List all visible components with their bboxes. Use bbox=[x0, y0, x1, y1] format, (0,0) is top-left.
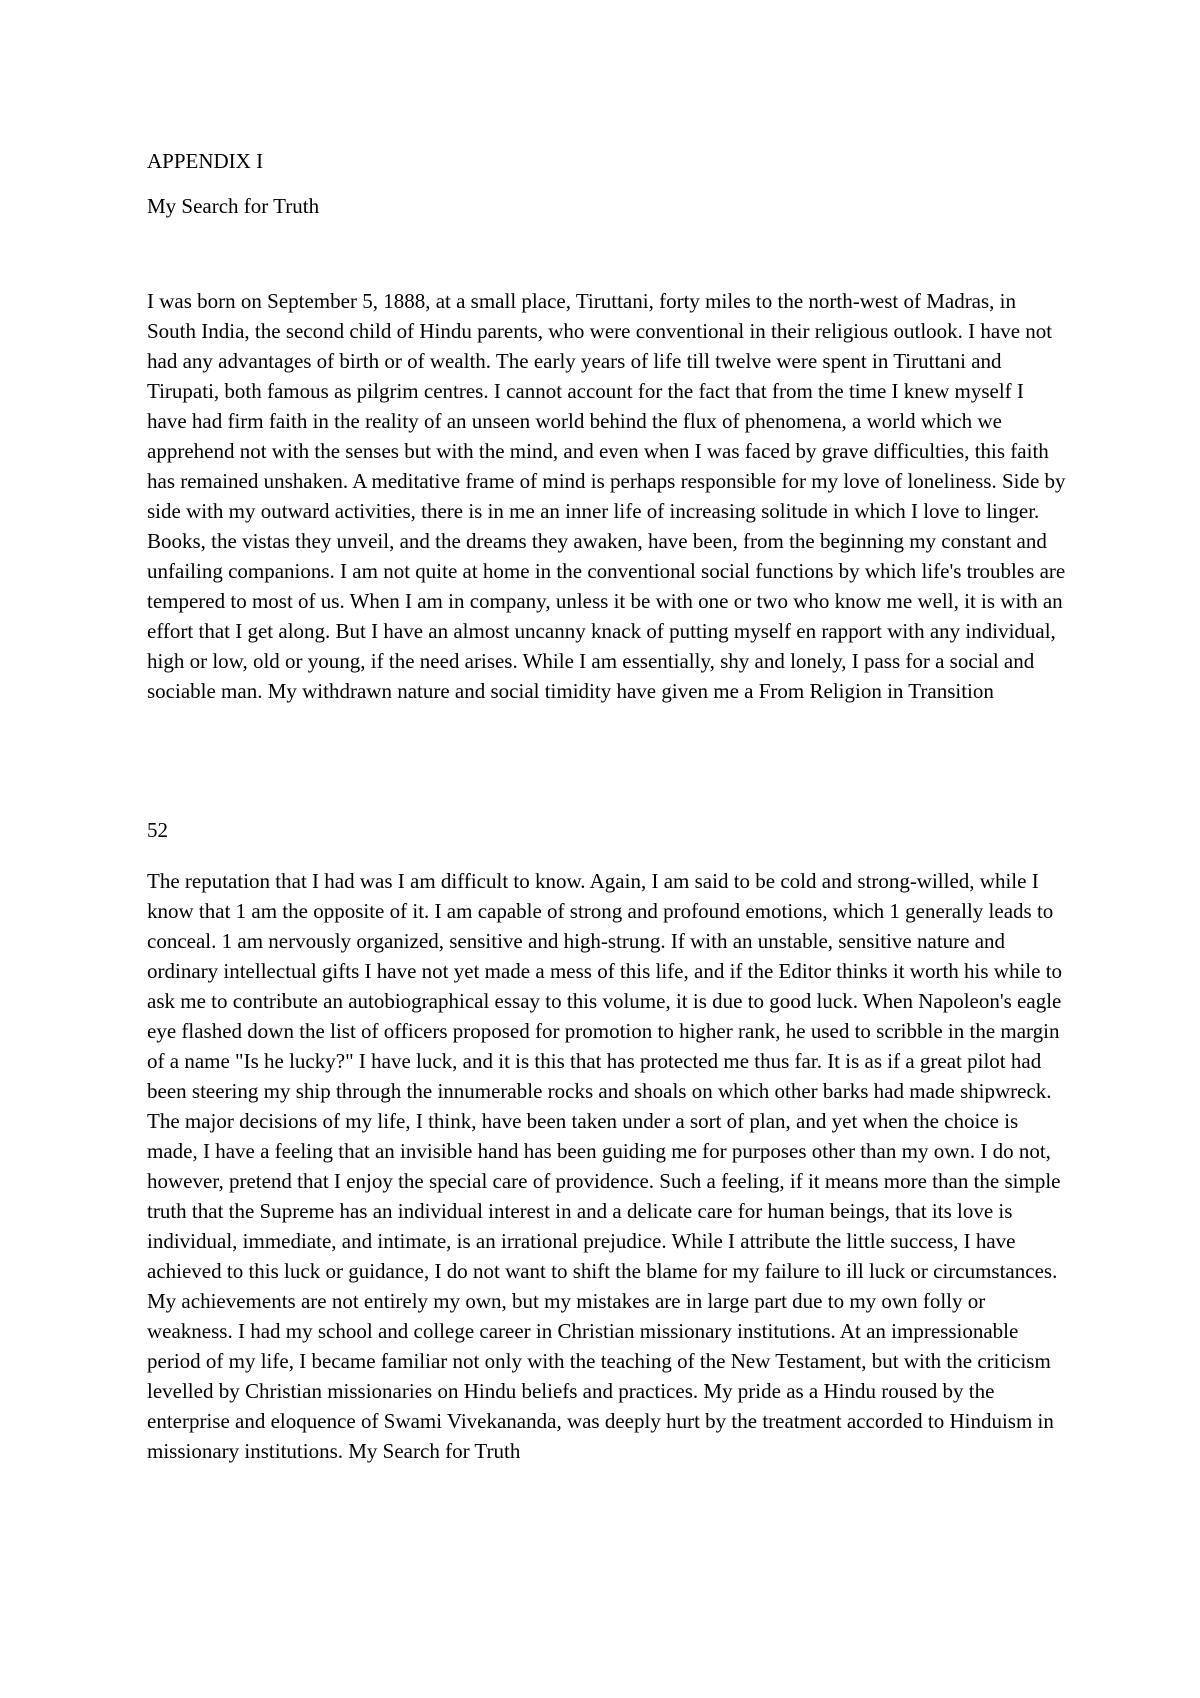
appendix-heading: APPENDIX I bbox=[147, 149, 264, 173]
body-paragraph-2: The reputation that I had was I am difficult to know. Again, I am said to be cold and strong-willed, while I know that 1 am the opposite of it. I am capable of strong and profound emotions, which 1 generally leads to conceal. 1 am nervously organized, sensitive and high-strung. If with an unstable, sensitive nature and ordinary intellectual gifts I have not yet made a mess of this life, and if the Editor thinks it worth his while to ask me to contribute an autobiographical essay to this volume, it is due to good luck. When Napoleon's eagle eye flashed down the list of officers proposed for promotion to higher rank, he used to scribble in the margin of a name "Is he lucky?" I have luck, and it is this that has protected me thus far. It is as if a great pilot had been steering my ship through the innumerable rocks and shoals on which other barks had made shipwreck. The major decisions of my life, I think, have been taken under a sort of plan, and yet when the choice is made, I have a feeling that an invisible hand has been guiding me for purposes other than my own. I do not, however, pretend that I enjoy the special care of providence. Such a feeling, if it means more than the simple truth that the Supreme has an individual interest in and a delicate care for human beings, that its love is individual, immediate, and intimate, is an irrational prejudice. While I attribute the little success, I have achieved to this luck or guidance, I do not want to shift the blame for my failure to ill luck or circumstances. My achievements are not entirely my own, but my mistakes are in large part due to my own folly or weakness. I had my school and college career in Christian missionary institutions. At an impressionable period of my life, I became familiar not only with the teaching of the New Testament, but with the criticism levelled by Christian missionaries on Hindu beliefs and practices. My pride as a Hindu roused by the enterprise and eloquence of Swami Vivekananda, was deeply hurt by the treatment accorded to Hinduism in missionary institutions. My Search for Truth bbox=[147, 869, 1063, 1463]
body-paragraph-1: I was born on September 5, 1888, at a small place, Tiruttani, forty miles to the north-west of Madras, in South India, the second child of Hindu parents, who were conventional in their religious outlook. I have not had any advantages of birth or of wealth. The early years of life till twelve were spent in Tiruttani and Tirupati, both famous as pilgrim centres. I cannot account for the fact that from the time I knew myself I have had firm faith in the reality of an unseen world behind the flux of phenomena, a world which we apprehend not with the senses but with the mind, and even when I was faced by grave difficulties, this faith has remained unshaken. A meditative frame of mind is perhaps responsible for my love of loneliness. Side by side with my outward activities, there is in me an inner life of increasing solitude in which I love to linger. Books, the vistas they unveil, and the dreams they awaken, have been, from the beginning my constant and unfailing companions. I am not quite at home in the conventional social functions by which life's troubles are tempered to most of us. When I am in company, unless it be with one or two who know me well, it is with an effort that I get along. But I have an almost uncanny knack of putting myself en rapport with any individual, high or low, old or young, if the need arises. While I am essentially, shy and lonely, I pass for a social and sociable man. My withdrawn nature and social timidity have given me a From Religion in Transition bbox=[147, 289, 1066, 703]
page-number: 52 bbox=[147, 818, 168, 842]
chapter-title: My Search for Truth bbox=[147, 194, 320, 218]
